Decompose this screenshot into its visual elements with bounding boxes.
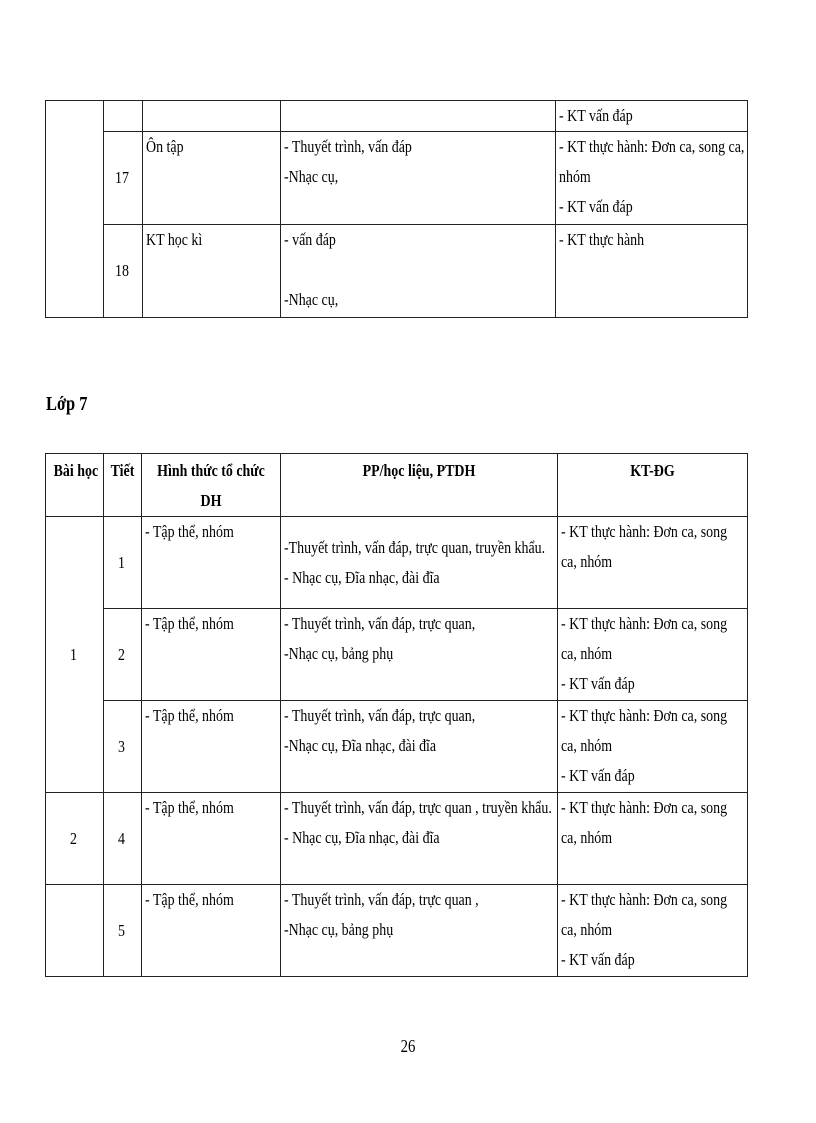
pp-cell (281, 701, 558, 793)
kt-line: ca, nhóm (561, 828, 613, 847)
hinh-thuc-cell (143, 225, 281, 318)
pp-line: -Thuyết trình, vấn đáp, trực quan, truyền khẩu. (284, 537, 546, 557)
header-pp: PP/học liệu, PTDH (281, 454, 558, 517)
table-row (46, 793, 748, 885)
hinh-thuc-text: KT học kì (146, 230, 203, 249)
table-row (46, 517, 748, 609)
kt-cell (558, 793, 748, 885)
hinh-thuc-text: - Tập thể, nhóm (145, 798, 234, 817)
page-number-text: 26 (400, 1036, 416, 1056)
tiet-cell (104, 101, 143, 132)
hinh-thuc-cell (143, 132, 281, 225)
table-row (46, 132, 748, 225)
pp-line: - Nhạc cụ, Đĩa nhạc, đài đĩa (284, 567, 440, 587)
pp-cell (281, 225, 556, 318)
table-row (46, 609, 748, 701)
tiet-number: 4 (118, 828, 126, 848)
table-row (46, 101, 748, 132)
pp-line: - Thuyết trình, vấn đáp (284, 137, 412, 156)
pp-line: -Nhạc cụ, bảng phụ (284, 644, 394, 663)
bai-cell (46, 517, 104, 793)
hinh-thuc-cell (142, 885, 281, 977)
kt-line: - KT thực hành: Đơn ca, song (561, 890, 728, 909)
header-row (46, 454, 748, 517)
kt-line: - KT thực hành: Đơn ca, song (561, 798, 728, 817)
hinh-thuc-text: - Tập thể, nhóm (145, 614, 234, 633)
pp-line: - Thuyết trình, vấn đáp, trực quan, (284, 706, 476, 725)
hinh-thuc-cell (142, 701, 281, 793)
header-kt: KT-ĐG (558, 454, 748, 517)
bai-cell (46, 885, 104, 977)
pp-cell (281, 101, 556, 132)
kt-line: ca, nhóm (561, 552, 613, 571)
pp-line: - Thuyết trình, vấn đáp, trực quan , (284, 890, 479, 909)
pp-cell (281, 132, 556, 225)
pp-line: -Nhạc cụ, Đĩa nhạc, đài đĩa (284, 736, 437, 755)
tiet-cell (104, 885, 142, 977)
header-bai-hoc: Bài học (46, 454, 104, 517)
kt-line: - KT thực hành: Đơn ca, song ca, (559, 137, 745, 156)
hinh-thuc-cell (142, 609, 281, 701)
kt-line: - KT vấn đáp (561, 766, 635, 785)
kt-cell (556, 101, 748, 132)
tiet-number: 17 (114, 168, 129, 187)
pp-cell (281, 885, 558, 977)
tiet-cell (104, 517, 142, 609)
kt-line: - KT vấn đáp (561, 674, 635, 693)
tiet-cell (104, 609, 142, 701)
pp-line: -Nhạc cụ, (284, 290, 339, 309)
kt-line: - KT vấn đáp (559, 197, 633, 216)
tiet-number: 1 (118, 552, 126, 572)
pp-line: - Thuyết trình, vấn đáp, trực quan, (284, 614, 476, 633)
bai-cell (46, 793, 104, 885)
bai-cell (46, 101, 104, 318)
table-row (46, 885, 748, 977)
kt-line: - KT vấn đáp (559, 106, 633, 125)
hinh-thuc-cell (142, 517, 281, 609)
kt-cell (558, 517, 748, 609)
kt-cell (556, 225, 748, 318)
kt-cell (556, 132, 748, 225)
hinh-thuc-text: Ôn tập (146, 137, 184, 156)
hinh-thuc-text: - Tập thể, nhóm (145, 890, 234, 909)
tiet-number: 5 (118, 920, 126, 940)
tiet-number: 18 (114, 261, 129, 280)
table-row (46, 701, 748, 793)
kt-cell (558, 609, 748, 701)
hinh-thuc-text: - Tập thể, nhóm (145, 706, 234, 725)
lesson-plan-table (45, 453, 748, 977)
kt-line: ca, nhóm (561, 736, 613, 755)
section-heading: Lớp 7 (46, 393, 88, 415)
pp-line: - vấn đáp (284, 230, 336, 249)
pp-line: -Nhạc cụ, bảng phụ (284, 920, 394, 939)
table-row (46, 225, 748, 318)
kt-line: - KT thực hành: Đơn ca, song (561, 522, 728, 541)
kt-line: nhóm (559, 167, 591, 186)
page-number (0, 1036, 816, 1057)
kt-line: - KT thực hành: Đơn ca, song (561, 706, 728, 725)
continuation-table (45, 100, 748, 318)
kt-line: - KT vấn đáp (561, 950, 635, 969)
kt-line: - KT thực hành (559, 230, 645, 249)
kt-line: ca, nhóm (561, 644, 613, 663)
hinh-thuc-cell (142, 793, 281, 885)
bai-number: 2 (70, 828, 78, 848)
tiet-number: 2 (118, 644, 126, 664)
hinh-thuc-cell (143, 101, 281, 132)
pp-line (284, 255, 504, 285)
pp-line: - Nhạc cụ, Đĩa nhạc, đài đĩa (284, 828, 440, 847)
tiet-number: 3 (118, 736, 126, 756)
tiet-cell (104, 793, 142, 885)
kt-cell (558, 885, 748, 977)
tiet-cell (104, 132, 143, 225)
pp-cell (281, 793, 558, 885)
pp-cell (281, 609, 558, 701)
hinh-thuc-text: - Tập thể, nhóm (145, 522, 234, 541)
pp-line: - Thuyết trình, vấn đáp, trực quan , truyền khẩu. (284, 798, 552, 817)
kt-line: ca, nhóm (561, 920, 613, 939)
header-hinh-thuc: Hình thức tổ chức DH (142, 454, 281, 517)
tiet-cell (104, 701, 142, 793)
kt-line: - KT thực hành: Đơn ca, song (561, 614, 728, 633)
bai-number: 1 (70, 644, 78, 664)
pp-line: -Nhạc cụ, (284, 167, 339, 186)
kt-cell (558, 701, 748, 793)
header-tiet: Tiết (104, 454, 142, 517)
tiet-cell (104, 225, 143, 318)
pp-cell (281, 517, 558, 609)
